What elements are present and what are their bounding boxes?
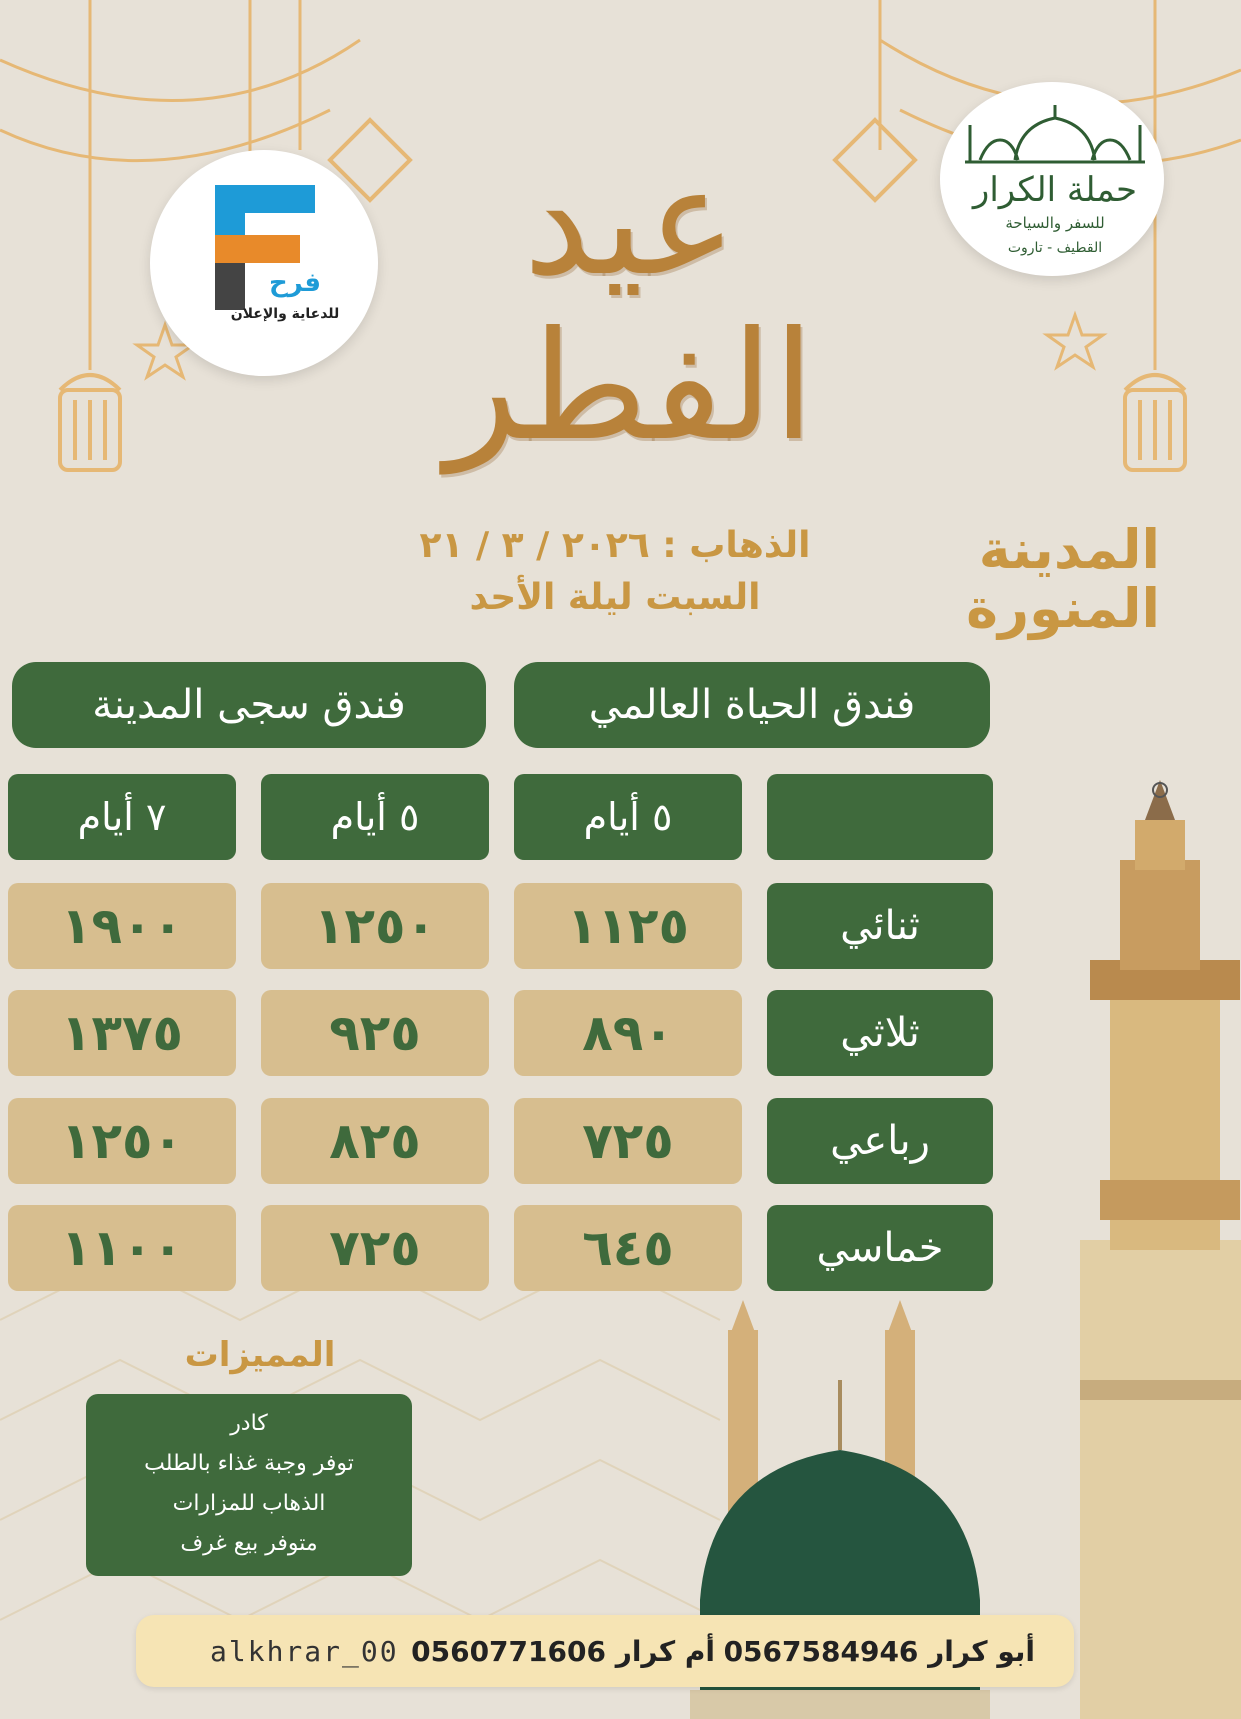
destination-city (920, 520, 1160, 639)
brand-right-subtitle: للسفر والسياحة (1005, 214, 1105, 232)
brand-right-location: القطيف - تاروت (1007, 240, 1103, 256)
brand-left-subtitle: للدعاية والإعلان (230, 306, 340, 322)
price-cell: ١٩٠٠ (8, 883, 236, 969)
features-title: المميزات (184, 1335, 336, 1375)
price-cell: ٨٢٥ (261, 1098, 489, 1184)
price-cell: ١٢٥٠ (8, 1098, 236, 1184)
row-label-triple: ثلاثي (767, 990, 993, 1076)
price-cell: ٧٢٥ (261, 1205, 489, 1291)
table-header-empty (767, 774, 993, 860)
price-cell: ١٣٧٥ (8, 990, 236, 1076)
mosque-dome-icon (960, 100, 1150, 170)
price-cell: ١٢٥٠ (261, 883, 489, 969)
price-cell: ١١٢٥ (514, 883, 742, 969)
contact-handle[interactable]: alkhrar_00 (210, 1635, 399, 1668)
hotel-name-2: فندق سجى المدينة (12, 662, 486, 748)
feature-item: كادر (230, 1411, 268, 1436)
eid-calligraphy-title: عيد الفطر (445, 135, 815, 474)
departure-day: السبت ليلة الأحد (469, 577, 761, 619)
price-cell: ١١٠٠ (8, 1205, 236, 1291)
price-cell: ٩٢٥ (261, 990, 489, 1076)
departure-info (380, 520, 850, 624)
destination-line-1: المدينة (978, 518, 1160, 581)
row-label-quad: رباعي (767, 1098, 993, 1184)
features-list (86, 1394, 412, 1576)
brand-right-name: حملة الكرار (972, 170, 1138, 210)
price-cell: ٧٢٥ (514, 1098, 742, 1184)
feature-item: متوفر بيع غرف (180, 1531, 318, 1556)
table-header-col-3: ٧ أيام (8, 774, 236, 860)
price-cell: ٦٤٥ (514, 1205, 742, 1291)
row-label-double: ثنائي (767, 883, 993, 969)
destination-line-2: المنورة (966, 577, 1160, 641)
brand-left-name: فرح (269, 268, 321, 298)
departure-date: الذهاب : ٢٠٢٦ / ٣ / ٢١ (419, 525, 811, 566)
table-header-col-2: ٥ أيام (261, 774, 489, 860)
price-cell: ٨٩٠ (514, 990, 742, 1076)
minaret-icon (1080, 780, 1241, 1719)
feature-item: الذهاب للمزارات (172, 1491, 326, 1516)
table-header-col-1: ٥ أيام (514, 774, 742, 860)
hotel-name-1: فندق الحياة العالمي (514, 662, 990, 748)
row-label-quint: خماسي (767, 1205, 993, 1291)
contact-phone-2[interactable]: أم كرار 0560771606 (411, 1635, 715, 1668)
contact-phone-1[interactable]: أبو كرار 0567584946 (723, 1635, 1035, 1668)
feature-item: توفر وجبة غذاء بالطلب (144, 1451, 354, 1476)
